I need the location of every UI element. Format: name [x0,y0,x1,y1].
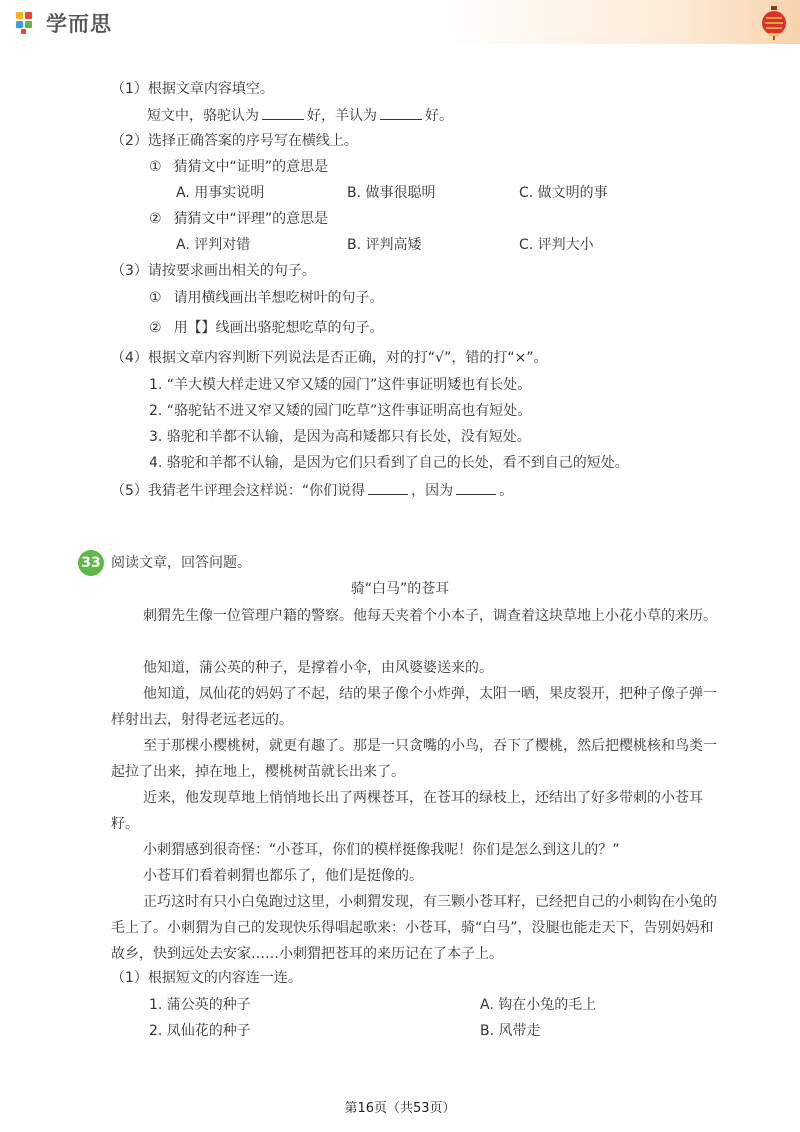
passage-paragraph: 他知道，蒲公英的种子，是撑着小伞，由风婆婆送来的。 [143,660,493,676]
sub-marker: ② [149,320,162,336]
q33-part1-label: （1）根据短文的内容连一连。 [111,970,302,986]
option: C. 评判大小 [519,237,594,253]
q32-part1-after: 好。 [425,108,453,124]
match-left-item: 2. 凤仙花的种子 [149,1023,251,1039]
passage-paragraph: 他知道，凤仙花的妈妈了不起，结的果子像个小炸弹，太阳一晒，果皮裂开，把种子像子弹一样射出去，射得老远老远的。 [111,686,717,728]
q32-part1-before: 短文中，骆驼认为 [147,108,259,124]
passage-paragraph: 近来，他发现草地上悄悄地长出了两棵苍耳，在苍耳的绿枝上，还结出了好多带刺的小苍耳籽。 [111,790,703,832]
answer-blank [456,480,496,495]
option: B. 评判高矮 [347,237,422,253]
q32-part4-label: （4）根据文章内容判断下列说法是否正确，对的打“√”，错的打“×”。 [111,350,548,366]
q32-part3-item [149,288,384,308]
sub-question-text: 猜猜文中“评理”的意思是 [173,211,329,227]
match-right-item: A. 钩在小兔的毛上 [480,997,597,1013]
q32-part5 [111,480,513,501]
sub-marker: ① [149,159,162,175]
passage-paragraph: 正巧这时有只小白兔跑过这里，小刺猬发现，有三颗小苍耳籽，已经把自己的小刺钩在小兔的毛上了。小刺猬为自己的发现快乐得唱起歌来：小苍耳，骑“白马”，没腿也能走天下，告别妈妈和故乡，快到远处去安家……小刺猬把苍耳的来历记在了本子上。 [111,894,717,962]
judgement-item: 3. 骆驼和羊都不认输，是因为高和矮都只有长处，没有短处。 [149,429,531,445]
sub-question-text: 猜猜文中“证明”的意思是 [173,159,329,175]
q32-part2-sub1 [149,157,328,177]
judgement-item: 2. “骆驼钻不进又窄又矮的园门吃草”这件事证明高也有短处。 [149,403,532,419]
page-footer: 第16页（共53页） [344,1101,456,1116]
logo-text: 学而思 [46,12,112,36]
logo [14,8,112,38]
q32-part3-item [149,318,384,338]
match-right-item: B. 风带走 [480,1023,541,1039]
header-bar [0,0,800,44]
option: C. 做文明的事 [519,185,608,201]
q32-part1-mid: 好，羊认为 [307,108,377,124]
option: A. 评判对错 [176,237,251,253]
item-text: 用【】线画出骆驼想吃草的句子。 [173,320,384,336]
sub-marker: ② [149,211,162,227]
passage-paragraph: 小苍耳们看着刺猬也都乐了，他们是挺像的。 [143,868,423,884]
lantern-icon [760,6,788,40]
answer-blank [368,480,408,495]
passage-paragraph: 至于那棵小樱桃树，就更有趣了。那是一只贪嘴的小鸟，吞下了樱桃，然后把樱桃核和鸟类一起拉了出来，掉在地上，樱桃树苗就长出来了。 [111,738,717,780]
q32-part5-mid: ，因为 [411,483,454,499]
passage-paragraph: 刺猬先生像一位管理户籍的警察。他每天夹着个小本子，调查着这块草地上小花小草的来历。 [143,608,717,624]
q32-part2-label: （2）选择正确答案的序号写在横线上。 [111,133,358,149]
q32-part5-before: （5）我猜老牛评理会这样说：“你们说得 [111,483,366,499]
xueersi-logo-icon [14,10,40,36]
q32-part1-label: （1）根据文章内容填空。 [111,81,274,97]
sub-marker: ① [149,290,162,306]
judgement-item: 4. 骆驼和羊都不认输，是因为它们只看到了自己的长处，看不到自己的短处。 [149,455,629,471]
passage-title: 骑“白马”的苍耳 [350,581,450,597]
q32-part3-label: （3）请按要求画出相关的句子。 [111,263,316,279]
option: B. 做事很聪明 [347,185,436,201]
option: A. 用事实说明 [176,185,265,201]
q32-part5-after: 。 [499,483,514,499]
q32-part2-sub2 [149,209,328,229]
question-number-badge: 33 [78,550,104,576]
item-text: 请用横线画出羊想吃树叶的句子。 [173,290,384,306]
judgement-item: 1. “羊大模大样走进又窄又矮的园门”这件事证明矮也有长处。 [149,377,532,393]
q33-prompt: 阅读文章，回答问题。 [111,555,251,571]
answer-blank [380,105,422,120]
passage-paragraph: 小刺猬感到很奇怪：“小苍耳，你们的模样挺像我呢！你们是怎么到这儿的？” [143,842,620,858]
answer-blank [262,105,304,120]
q32-part1-fill [147,105,453,126]
match-left-item: 1. 蒲公英的种子 [149,997,251,1013]
